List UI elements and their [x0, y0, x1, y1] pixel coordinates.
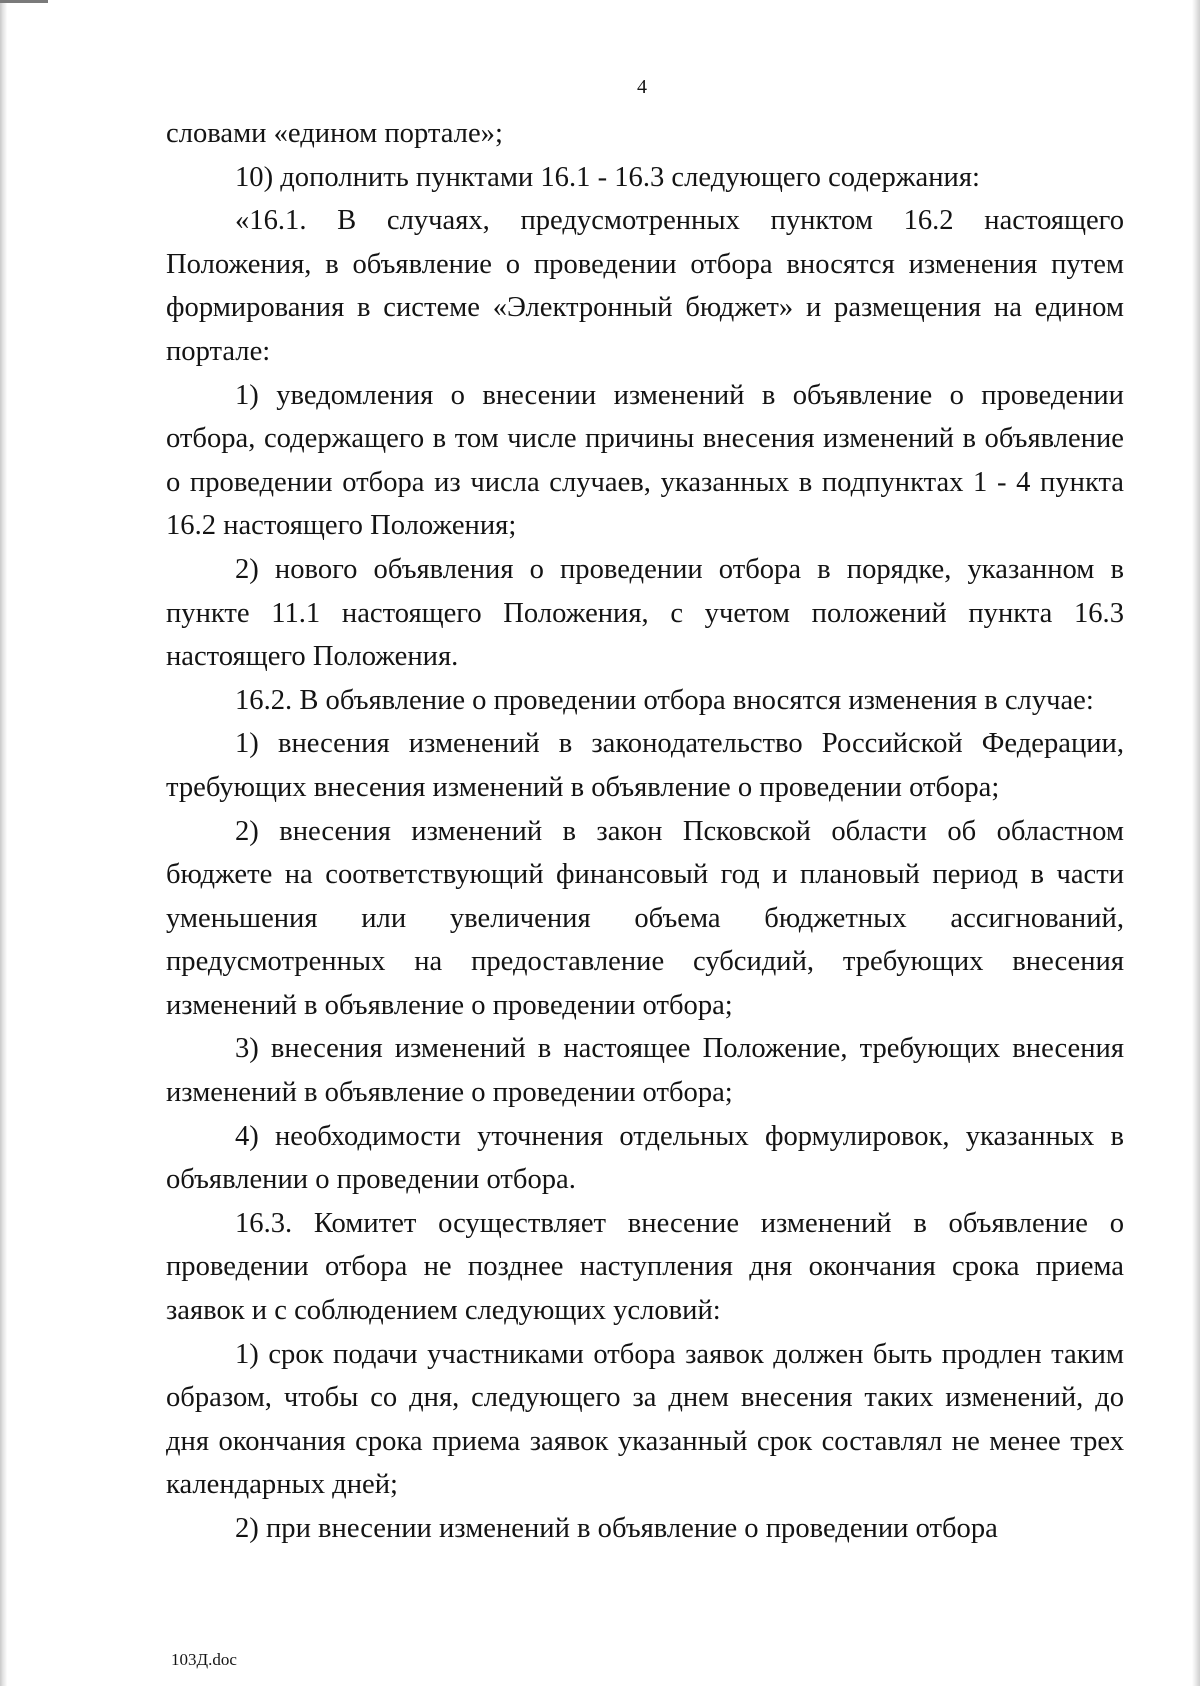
scan-left-edge [0, 0, 7, 1686]
paragraph: 2) нового объявления о проведении отбора в порядке, указанном в пункте 11.1 настоящего Положения, с учетом положений пункта 16.3 настоящего Положения. [166, 553, 1124, 673]
paragraph: 16.2. В объявление о проведении отбора вносятся изменения в случае: [235, 684, 1094, 716]
scan-right-edge [1192, 0, 1200, 1686]
paragraph: 10) дополнить пунктами 16.1 - 16.3 следующего содержания: [235, 161, 980, 193]
paragraph: 1) срок подачи участниками отбора заявок должен быть продлен таким образом, чтобы со дня, следующего за днем внесения таких изменений, до дня окончания срока приема заявок указанный срок составлял не менее трех календарных дней; [166, 1338, 1124, 1501]
scan-corner-mark [0, 0, 48, 3]
paragraph: «16.1. В случаях, предусмотренных пунктом 16.2 настоящего Положения, в объявление о проведении отбора вносятся изменения путем формирования в системе «Электронный бюджет» и размещения на едином портале: [166, 205, 1124, 367]
paragraph: словами «едином портале»; [166, 118, 503, 149]
paragraph: 16.3. Комитет осуществляет внесение изменений в объявление о проведении отбора не позднее наступления дня окончания срока приема заявок и с соблюдением следующих условий: [166, 1207, 1124, 1327]
paragraph: 3) внесения изменений в настоящее Положение, требующих внесения изменений в объявление о проведении отбора; [166, 1033, 1124, 1109]
paragraph: 2) при внесении изменений в объявление о проведении отбора [235, 1513, 998, 1544]
footer-filename: 103Д.doc [171, 1650, 237, 1669]
paragraph: 1) уведомления о внесении изменений в объявление о проведении отбора, содержащего в том числе причины внесения изменений в объявление о проведении отбора из числа случаев, указанных в подпунктах 1 - 4 пункта 16.2 настоящего Положения; [166, 379, 1124, 542]
paragraph: 1) внесения изменений в законодательство Российской Федерации, требующих внесения изменений в объявление о проведении отбора; [166, 728, 1124, 803]
document-body [166, 112, 1124, 1551]
page-number: 4 [637, 76, 647, 98]
paragraph: 4) необходимости уточнения отдельных формулировок, указанных в объявлении о проведении отбора. [166, 1120, 1124, 1196]
paragraph: 2) внесения изменений в закон Псковской области об областном бюджете на соответствующий финансовый год и плановый период в части уменьшения или увеличения объема бюджетных ассигнований, предусмотренных на предоставление субсидий, требующих внесения изменений в объявление о проведении отбора; [166, 815, 1124, 1021]
